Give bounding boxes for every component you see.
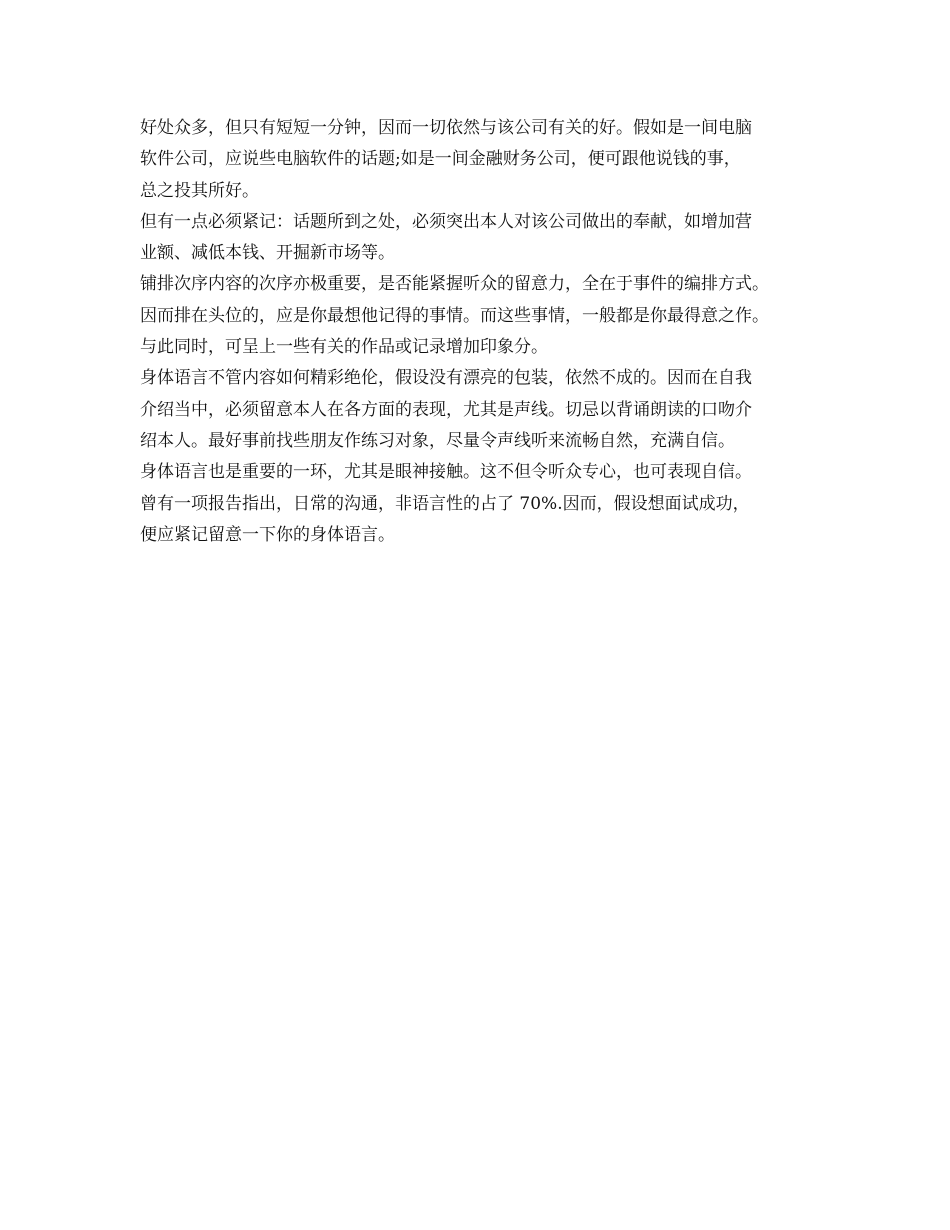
text-line: 软件公司，应说些电脑软件的话题;如是一间金融财务公司，便可跟他说钱的事， — [140, 149, 741, 170]
text-line: 与此同时，可呈上一些有关的作品或记录增加印象分。 — [140, 337, 548, 358]
text-line: 铺排次序内容的次序亦极重要，是否能紧握听众的留意力，全在于事件的编排方式。 — [140, 274, 769, 295]
text-line: 曾有一项报告指出，日常的沟通，非语言性的占了 70%.因而，假设想面试成功， — [140, 493, 750, 514]
body-text — [140, 113, 830, 551]
text-line: 总之投其所好。 — [140, 180, 259, 201]
text-line: 好处众多，但只有短短一分钟，因而一切依然与该公司有关的好。假如是一间电脑 — [140, 118, 752, 138]
text-line: 身体语言不管内容如何精彩绝伦，假设没有漂亮的包装，依然不成的。因而在自我 — [140, 368, 752, 389]
text-line: 业额、减低本钱、开掘新市场等。 — [140, 243, 395, 264]
text-line: 因而排在头位的，应是你最想他记得的事情。而这些事情，一般都是你最得意之作。 — [140, 305, 769, 326]
text-line: 但有一点必须紧记：话题所到之处，必须突出本人对该公司做出的奉献，如增加营 — [140, 211, 752, 232]
text-line: 绍本人。最好事前找些朋友作练习对象，尽量令声线听来流畅自然，充满自信。 — [140, 430, 735, 451]
text-line: 身体语言也是重要的一环，尤其是眼神接触。这不但令听众专心，也可表现自信。 — [140, 462, 752, 483]
text-line: 介绍当中，必须留意本人在各方面的表现，尤其是声线。切忌以背诵朗读的口吻介 — [140, 399, 752, 420]
text-line: 便应紧记留意一下你的身体语言。 — [140, 524, 395, 545]
